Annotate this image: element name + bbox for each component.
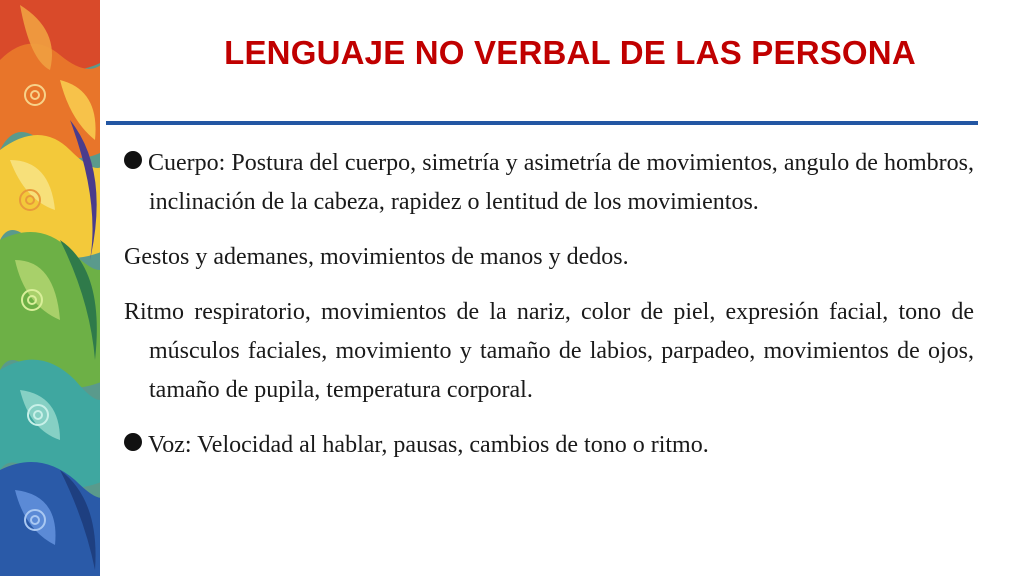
paragraph-gestos (124, 238, 974, 277)
paragraph-cuerpo (124, 144, 974, 222)
paragraph-text: Ritmo respiratorio, movimientos de la nariz, color de piel, expresión facial, tono de músculos faciales, movimiento y tamaño de labios, parpadeo, movimientos de ojos, tamaño de pupila, temperatura corporal. (124, 299, 974, 403)
slide-body (124, 144, 974, 481)
title-divider (106, 121, 978, 125)
paragraph-text: Cuerpo: Postura del cuerpo, simetría y asimetría de movimientos, angulo de hombros, inclinación de la cabeza, rapidez o lentitud de los movimientos. (148, 150, 974, 215)
bullet-icon (124, 151, 142, 169)
bullet-icon (124, 433, 142, 451)
paragraph-voz (124, 426, 974, 465)
paragraph-ritmo (124, 293, 974, 410)
mandala-art-decoration (0, 0, 106, 576)
paragraph-text: Gestos y ademanes, movimientos de manos y dedos. (124, 244, 629, 270)
paragraph-text: Voz: Velocidad al hablar, pausas, cambios de tono o ritmo. (148, 432, 709, 458)
mandala-art-image (0, 0, 106, 576)
slide-title: LENGUAJE NO VERBAL DE LAS PERSONA (224, 34, 916, 71)
